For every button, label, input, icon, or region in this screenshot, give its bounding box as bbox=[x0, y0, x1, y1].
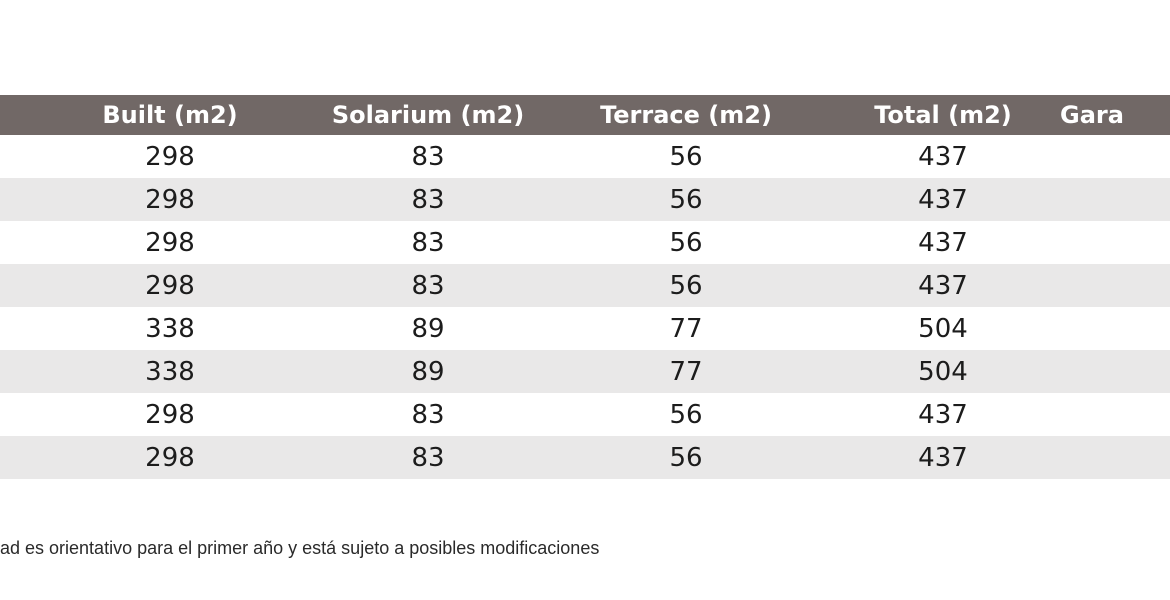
table-row bbox=[0, 264, 1170, 307]
table-cell-total: 437 bbox=[918, 184, 968, 215]
table-cell-built: 298 bbox=[145, 184, 195, 215]
table-cell-garage-partial bbox=[1060, 178, 1170, 221]
table-row bbox=[0, 135, 1170, 178]
table-cell-terrace: 56 bbox=[669, 227, 703, 258]
table-cell-built: 298 bbox=[145, 270, 195, 301]
table-row bbox=[0, 393, 1170, 436]
table-row bbox=[0, 178, 1170, 221]
table-row bbox=[0, 221, 1170, 264]
table-cell-partial-left bbox=[0, 436, 30, 479]
table-cell-built: 298 bbox=[145, 141, 195, 172]
header-cell-total: Total (m2) bbox=[874, 101, 1012, 129]
table-row bbox=[0, 350, 1170, 393]
table-cell-solarium: 83 bbox=[411, 227, 445, 258]
header-cell-built: Built (m2) bbox=[102, 101, 238, 129]
table-cell-solarium: 83 bbox=[411, 141, 445, 172]
header-cell-solarium: Solarium (m2) bbox=[331, 101, 525, 129]
table-cell-partial-left bbox=[0, 264, 30, 307]
table-cell-built: 298 bbox=[145, 399, 195, 430]
table-row bbox=[0, 307, 1170, 350]
table-cell-total: 437 bbox=[918, 227, 968, 258]
table-cell-solarium: 83 bbox=[411, 184, 445, 215]
table-cell-terrace: 77 bbox=[669, 356, 703, 387]
table-cell-partial-left bbox=[0, 221, 30, 264]
table-cell-total: 437 bbox=[918, 442, 968, 473]
table-cell-solarium: 83 bbox=[411, 399, 445, 430]
table-cell-total: 504 bbox=[918, 313, 968, 344]
table-cell-solarium: 89 bbox=[411, 313, 445, 344]
table-cell-solarium: 89 bbox=[411, 356, 445, 387]
table-cell-partial-left bbox=[0, 178, 30, 221]
table-cell-terrace: 77 bbox=[669, 313, 703, 344]
header-cell-partial-left bbox=[0, 95, 30, 135]
table-cell-garage-partial bbox=[1060, 350, 1170, 393]
table-cell-terrace: 56 bbox=[669, 141, 703, 172]
table-cell-total: 437 bbox=[918, 399, 968, 430]
table-cell-solarium: 83 bbox=[411, 270, 445, 301]
table-cell-garage-partial bbox=[1060, 307, 1170, 350]
header-cell-garage-partial bbox=[1060, 95, 1170, 135]
footnote-text: ad es orientativo para el primer año y está sujeto a posibles modificaciones bbox=[0, 538, 600, 558]
table-cell-total: 437 bbox=[918, 270, 968, 301]
table-cell-built: 338 bbox=[145, 356, 195, 387]
table-cell-terrace: 56 bbox=[669, 442, 703, 473]
table-cell-garage-partial bbox=[1060, 393, 1170, 436]
table-cell-partial-left bbox=[0, 135, 30, 178]
table-cell-partial-left bbox=[0, 393, 30, 436]
table-cell-terrace: 56 bbox=[669, 270, 703, 301]
table-cell-terrace: 56 bbox=[669, 399, 703, 430]
table-cell-terrace: 56 bbox=[669, 184, 703, 215]
table-cell-total: 504 bbox=[918, 356, 968, 387]
table-cell-partial-left bbox=[0, 307, 30, 350]
table-cell-garage-partial bbox=[1060, 135, 1170, 178]
property-areas-table bbox=[0, 95, 1170, 479]
table-cell-built: 338 bbox=[145, 313, 195, 344]
table-cell-solarium: 83 bbox=[411, 442, 445, 473]
table-cell-built: 298 bbox=[145, 442, 195, 473]
table-cell-garage-partial bbox=[1060, 264, 1170, 307]
header-cell-terrace: Terrace (m2) bbox=[600, 101, 772, 129]
table-body bbox=[0, 135, 1170, 479]
table-cell-built: 298 bbox=[145, 227, 195, 258]
table-cell-garage-partial bbox=[1060, 436, 1170, 479]
table-cell-garage-partial bbox=[1060, 221, 1170, 264]
table-header-row bbox=[0, 95, 1170, 135]
table-cell-total: 437 bbox=[918, 141, 968, 172]
header-label: Gara bbox=[1060, 101, 1124, 129]
table-cell-partial-left bbox=[0, 350, 30, 393]
table-row bbox=[0, 436, 1170, 479]
